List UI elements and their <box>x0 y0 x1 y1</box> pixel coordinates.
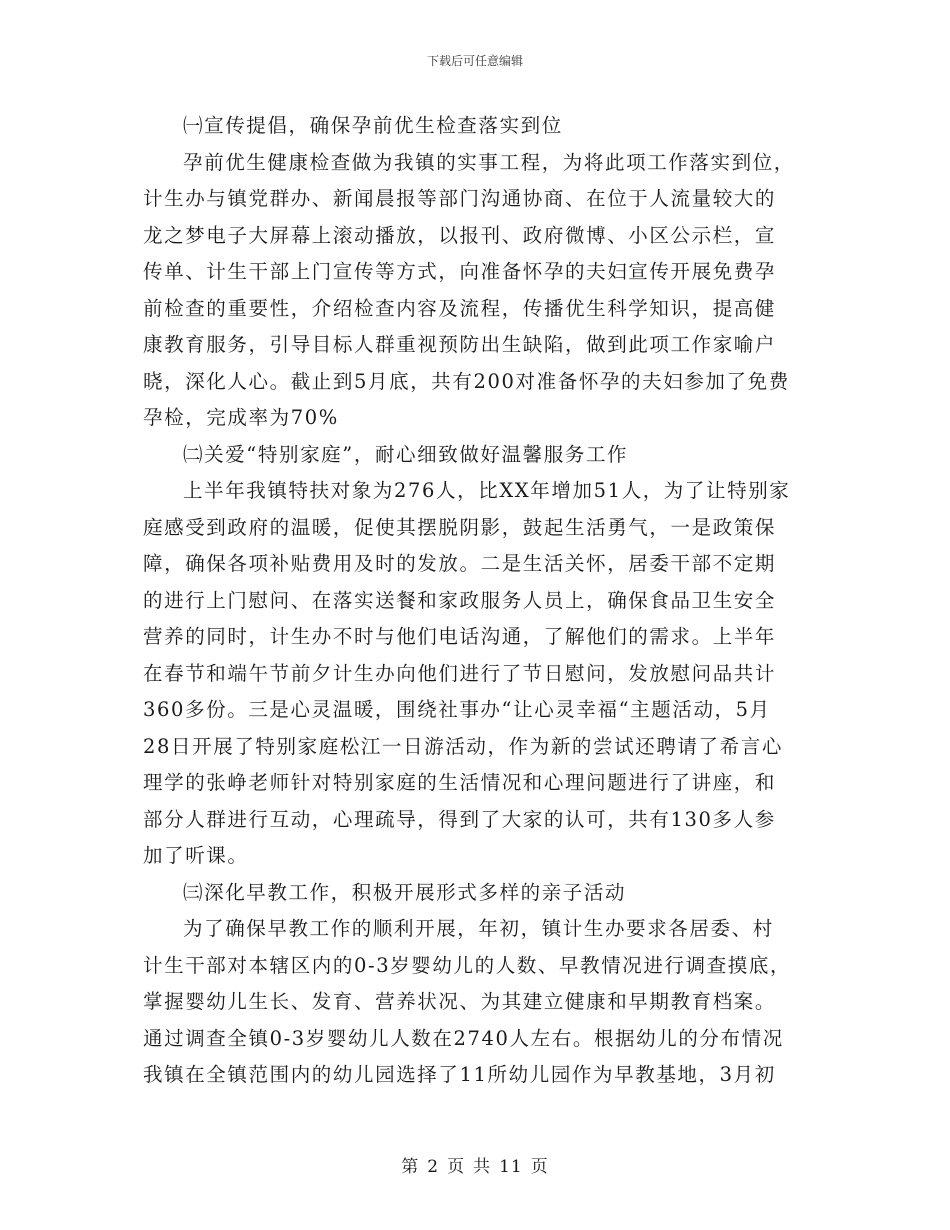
paragraph-line: 庭感受到政府的温暖，促使其摆脱阴影，鼓起生活勇气，一是政策保 <box>143 515 777 539</box>
paragraph-line: 加了听课。 <box>143 844 249 867</box>
section-heading: ㈢深化早教工作，积极开展形式多样的亲子活动 <box>183 880 627 904</box>
paragraph-line: 的进行上门慰问、在落实送餐和家政服务人员上，确保食品卫生安全 <box>143 588 777 612</box>
paragraph-line: 孕前优生健康检查做为我镇的实事工程，为将此项工作落实到位， <box>183 150 795 174</box>
paragraph-line: 28日开展了特别家庭松江一日游活动，作为新的尝试还聘请了希言心 <box>143 734 783 758</box>
paragraph-line: 传单、计生干部上门宣传等方式，向准备怀孕的夫妇宣传开展免费孕 <box>143 260 777 283</box>
page-header: 下载后可任意编辑 <box>426 54 523 68</box>
paragraph-line: 龙之梦电子大屏幕上滚动播放，以报刊、政府微博、小区公示栏，宣 <box>143 223 777 247</box>
paragraph-line: 掌握婴幼儿生长、发育、营养状况、为其建立健康和早期教育档案。 <box>143 990 777 1013</box>
paragraph-line: 康教育服务，引导目标人群重视预防出生缺陷，做到此项工作家喻户 <box>143 333 777 356</box>
paragraph-line: 计生干部对本辖区内的0-3岁婴幼儿的人数、早教情况进行调查摸底， <box>143 953 792 977</box>
paragraph-line: 晓，深化人心。截止到5月底，共有200对准备怀孕的夫妇参加了免费 <box>143 369 790 393</box>
paragraph-line: 通过调查全镇0-3岁婴幼儿人数在2740人左右。根据幼儿的分布情况 <box>143 1026 784 1050</box>
footer-ye2: 页 <box>530 1157 549 1177</box>
paragraph-line: 营养的同时，计生办不时与他们电话沟通，了解他们的需求。上半年 <box>143 625 777 648</box>
paragraph-line: 在春节和端午节前夕计生办向他们进行了节日慰问，发放慰问品共计 <box>143 661 777 685</box>
footer-ye: 页 <box>447 1157 466 1177</box>
page-footer <box>0 1152 950 1177</box>
paragraph-line: 理学的张峥老师针对特别家庭的生活情况和心理问题进行了讲座，和 <box>143 771 777 794</box>
footer-gong: 共 <box>473 1157 492 1177</box>
section-heading: ㈠宣传提倡，确保孕前优生检查落实到位 <box>183 114 563 137</box>
total-pages: 11 <box>499 1157 523 1177</box>
section-heading: ㈡关爱“特别家庭”，耐心细致做好温馨服务工作 <box>183 442 629 466</box>
paragraph-line: 部分人群进行互动，心理疏导，得到了大家的认可，共有130多人参 <box>143 807 776 831</box>
document-body <box>143 108 823 1094</box>
paragraph-line: 前检查的重要性，介绍检查内容及流程，传播优生科学知识，提高健 <box>143 296 777 320</box>
paragraph-line: 我镇在全镇范围内的幼儿园选择了11所幼儿园作为早教基地，3月初 <box>143 1063 776 1086</box>
page-number: 2 <box>427 1157 440 1177</box>
paragraph-line: 障，确保各项补贴费用及时的发放。二是生活关怀，居委干部不定期 <box>143 552 777 575</box>
footer-di: 第 <box>401 1157 420 1177</box>
paragraph-line: 孕检，完成率为70% <box>143 406 339 429</box>
paragraph-line: 上半年我镇特扶对象为276人，比XX年增加51人，为了让特别家 <box>183 479 791 502</box>
paragraph-line: 为了确保早教工作的顺利开展，年初，镇计生办要求各居委、村 <box>183 917 774 940</box>
paragraph-line: 360多份。三是心灵温暖，围绕社事办“让心灵幸福“主题活动，5月 <box>143 698 771 721</box>
paragraph-line: 计生办与镇党群办、新闻晨报等部门沟通协商、在位于人流量较大的 <box>143 187 777 210</box>
